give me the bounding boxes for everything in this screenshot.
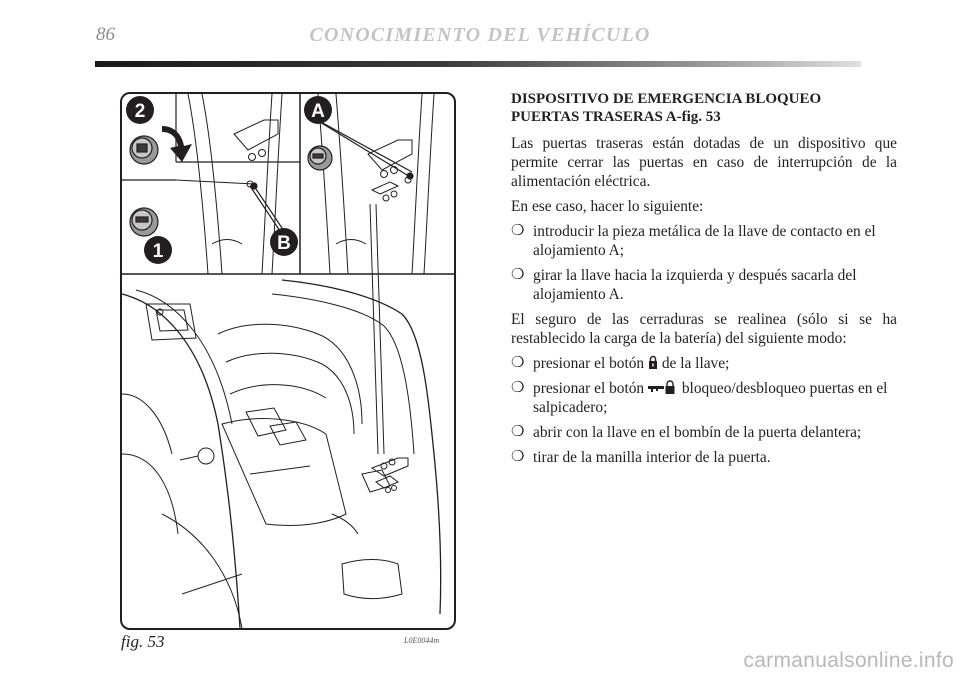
section-title-line1: DISPOSITIVO DE EMERGENCIA BLOQUEO [511,91,822,107]
list-item: ❍ girar la llave hacia la izquierda y después sacarla del alojamiento A. [511,267,857,303]
figure-53-illustration [120,92,456,630]
page-number: 86 [96,24,115,45]
reset-paragraph: El seguro de las cerraduras se realinea (sólo si se ha restablecido la carga de la batería) del siguiente modo: [511,311,897,347]
list-item: ❍ introducir la pieza metálica de la llave de contacto en el alojamiento A; [511,223,876,259]
section-title [511,90,897,126]
list-item: ❍ presionar el botón bloqueo/desbloqueo puertas en el salpicadero; [511,380,888,416]
bullet-circle-icon: ❍ [511,267,525,283]
bullet-circle-icon: ❍ [511,424,525,440]
header-rule [95,61,861,67]
figure-code: L0E0044m [404,636,440,645]
callout-2: 2 [134,101,146,122]
bullet-circle-icon: ❍ [511,449,525,465]
padlock-icon [648,355,658,370]
callout-a: A [311,101,325,122]
bullet-circle-icon: ❍ [511,223,525,239]
running-title: CONOCIMIENTO DEL VEHÍCULO [309,24,651,46]
callout-1: 1 [152,241,164,262]
list-item: ❍ tirar de la manilla interior de la puerta. [511,449,771,466]
bullet-circle-icon: ❍ [511,355,525,371]
text-column [511,90,897,473]
key-lock-icon [648,380,678,395]
watermark-text: carmanualsonline.info [743,649,954,672]
page-header [0,0,960,72]
bullet-circle-icon: ❍ [511,380,525,396]
callout-b: B [277,233,291,254]
intro-paragraph: Las puertas traseras están dotadas de un dispositivo que permite cerrar las puertas en caso de interrupción de la alimentación eléctrica. [511,135,897,190]
list-item: ❍ abrir con la llave en el bombín de la puerta delantera; [511,424,862,441]
intro-paragraph-2: En ese caso, hacer lo siguiente: [511,198,704,215]
list-item: ❍ presionar el botón de la llave; [511,355,730,372]
reset-steps-list [511,354,897,467]
section-title-line2: PUERTAS TRASERAS A-fig. 53 [511,109,721,125]
steps-list [511,222,897,304]
door-lock-drawing [122,94,454,628]
figure-caption: fig. 53 [121,632,165,651]
